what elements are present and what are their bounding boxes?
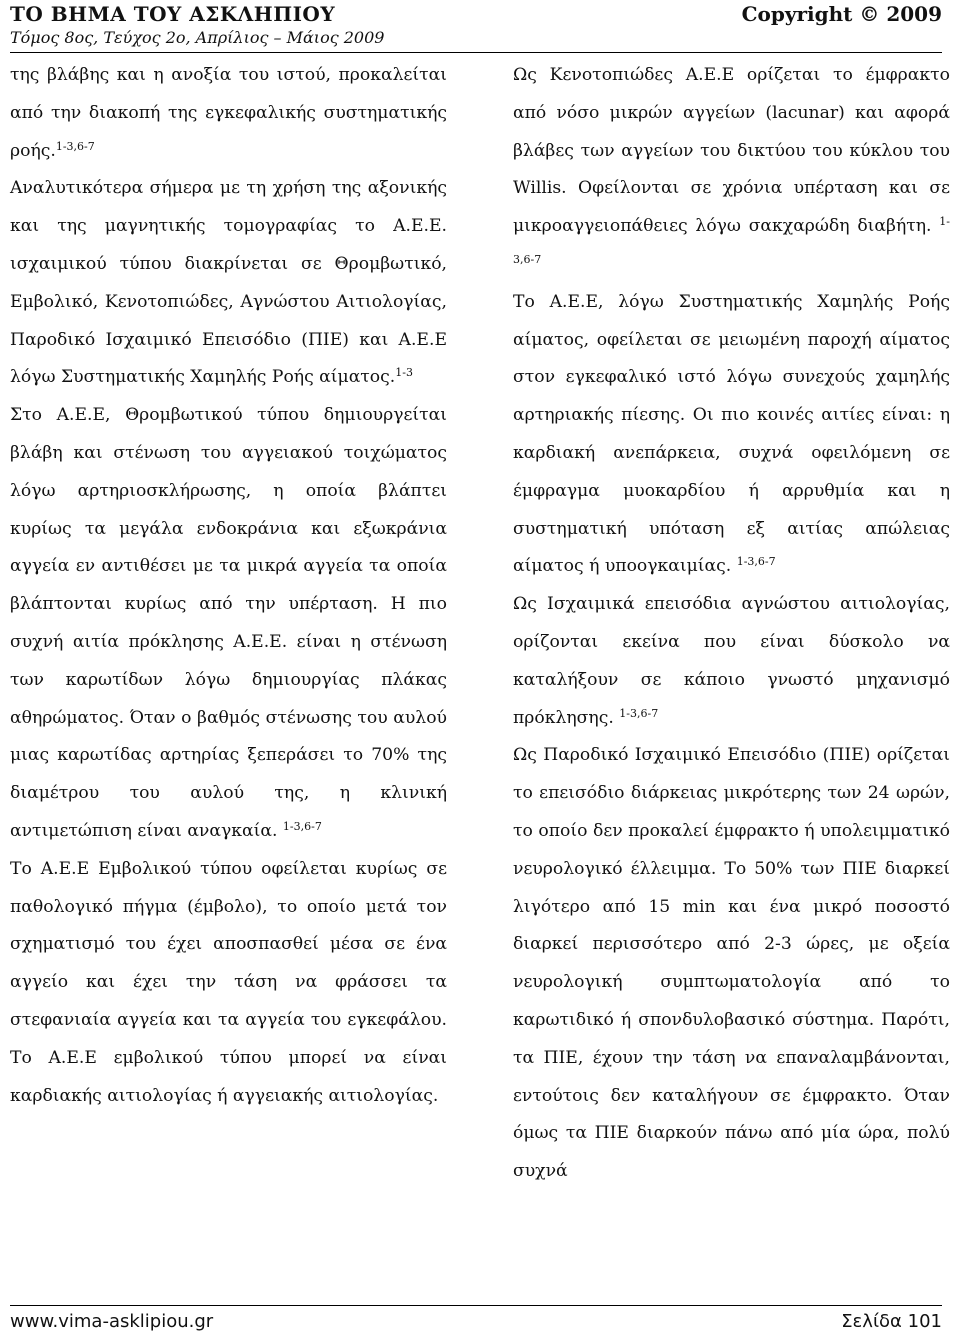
- page-header: [10, 0, 942, 53]
- copyright-notice: Copyright © 2009: [741, 2, 942, 26]
- page-number: Σελίδα 101: [841, 1311, 942, 1332]
- paragraph-text: Αναλυτικότερα σήμερα με τη χρήση της αξονικής και της μαγνητικής τομογραφίας το Α.Ε.Ε. ισχαιμικού τύπου διακρίνεται σε Θρομβωτικό, Εμβολικό, Κενοτοπιώδες, Αγνώστου Αιτιολογίας, Παροδικό Ισχαιμικό Επεισόδιο (ΠΙΕ) και Α.Ε.Ε λόγω Συστηματικής Χαμηλής Ροής αίματος.: [10, 178, 447, 388]
- reference-superscript: 1-3,6-7: [55, 139, 95, 153]
- reference-superscript: 1-3,6-7: [282, 819, 322, 833]
- left-column: [10, 57, 447, 1115]
- reference-superscript: 1-3,6-7: [513, 215, 951, 266]
- paragraph-text: Ως Ισχαιμικά επεισόδια αγνώστου αιτιολογίας, ορίζονται εκείνα που είναι δύσκολο να καταλήξουν σε κάποιο γνωστό μηχανισμό πρόκλησης.: [513, 594, 950, 728]
- page-footer: [10, 1305, 942, 1336]
- paragraph: [10, 851, 447, 1116]
- paragraph-text: Το Α.Ε.Ε, λόγω Συστηματικής Χαμηλής Ροής αίματος, οφείλεται σε μειωμένη παροχή αίματος στον εγκεφαλικό ιστό λόγω συνεχούς χαμηλής αρτηριακής πίεσης. Οι πιο κοινές αιτίες είναι: η καρδιακή ανεπάρκεια, συχνά οφειλόμενη σε έμφραγμα μυοκαρδίου ή αρρυθμία και η συστηματική υπόταση εξ αιτίας απώλειας αίματος ή υποογκαιμίας.: [513, 291, 950, 577]
- issue-line: Τόμος 8ος, Τεύχος 2ο, Απρίλιος – Μάιος 2009: [10, 28, 385, 47]
- paragraph: [513, 586, 950, 737]
- paragraph: [10, 170, 447, 397]
- paragraph: [513, 284, 950, 586]
- paragraph: [10, 397, 447, 851]
- paragraph-text: της βλάβης και η ανοξία του ιστού, προκαλείται από την διακοπή της εγκεφαλικής συστηματικής ροής.: [10, 65, 447, 161]
- paragraph: [513, 737, 950, 1191]
- reference-superscript: 1-3,6-7: [619, 706, 659, 720]
- reference-superscript: 1-3: [395, 366, 413, 380]
- paragraph-text: Στο Α.Ε.Ε, Θρομβωτικού τύπου δημιουργείται βλάβη και στένωση του αγγειακού τοιχώματος λόγω αρτηριοσκλήρωσης, η οποία βλάπτει κυρίως τα μεγάλα ενδοκράνια και εξωκράνια αγγεία εν αντιθέσει με τα μικρά αγγεία τα οποία βλάπτονται κυρίως από την υπέρταση. Η πιο συχνή αιτία πρόκλησης Α.Ε.Ε. είναι η στένωση των καρωτίδων λόγω δημιουργίας πλάκας αθηρώματος. Όταν ο βαθμός στένωσης του αυλού μιας καρωτίδας αρτηρίας ξεπεράσει το 70% της διαμέτρου του αυλού της, η κλινική αντιμετώπιση είναι αναγκαία.: [10, 405, 447, 841]
- reference-superscript: 1-3,6-7: [736, 555, 776, 569]
- website-link[interactable]: www.vima-asklipiou.gr: [10, 1311, 214, 1332]
- paragraph-text: Ως Παροδικό Ισχαιμικό Επεισόδιο (ΠΙΕ) ορίζεται το επεισόδιο διάρκειας μικρότερης των 24 ωρών, το οποίο δεν προκαλεί έμφρακτο ή υπολειμματικό νευρολογικό έλλειμμα. Το 50% των ΠΙΕ διαρκεί λιγότερο από 15 min και ένα μικρό ποσοστό διαρκεί περισσότερο από 2-3 ώρες, με οξεία νευρολογική συμπτωματολογία από το καρωτιδικό ή σπονδυλοβασικό σύστημα. Παρότι, τα ΠΙΕ, έχουν την τάση να επαναλαμβάνονται, εντούτοις δεν καταλήγουν σε έμφρακτο. Όταν όμως τα ΠΙΕ διαρκούν πάνω από μία ώρα, πολύ συχνά: [513, 745, 950, 1182]
- right-column: [513, 57, 950, 1191]
- paragraph-text: Ως Κενοτοπιώδες Α.Ε.Ε ορίζεται το έμφρακτο από νόσο μικρών αγγείων (lacunar) και αφορά βλάβες των αγγείων του δικτύου του κύκλου του Willis. Οφείλονται σε χρόνια υπέρταση και σε μικροαγγειοπάθειες λόγω σακχαρώδη διαβήτη.: [513, 65, 950, 237]
- paragraph: [10, 57, 447, 170]
- paragraph-text: Το Α.Ε.Ε Εμβολικού τύπου οφείλεται κυρίως σε παθολογικό πήγμα (έμβολο), το οποίο μετά τον σχηματισμό του έχει αποσπασθεί μέσα σε ένα αγγείο και έχει την τάση να φράσσει τα στεφανιαία αγγεία και τα αγγεία του εγκεφάλου. Το Α.Ε.Ε εμβολικού τύπου μπορεί να είναι καρδιακής αιτιολογίας ή αγγειακής αιτιολογίας.: [10, 858, 447, 1106]
- paragraph: [513, 57, 950, 284]
- journal-title: ΤΟ ΒΗΜΑ ΤΟΥ ΑΣΚΛΗΠΙΟΥ: [10, 2, 336, 26]
